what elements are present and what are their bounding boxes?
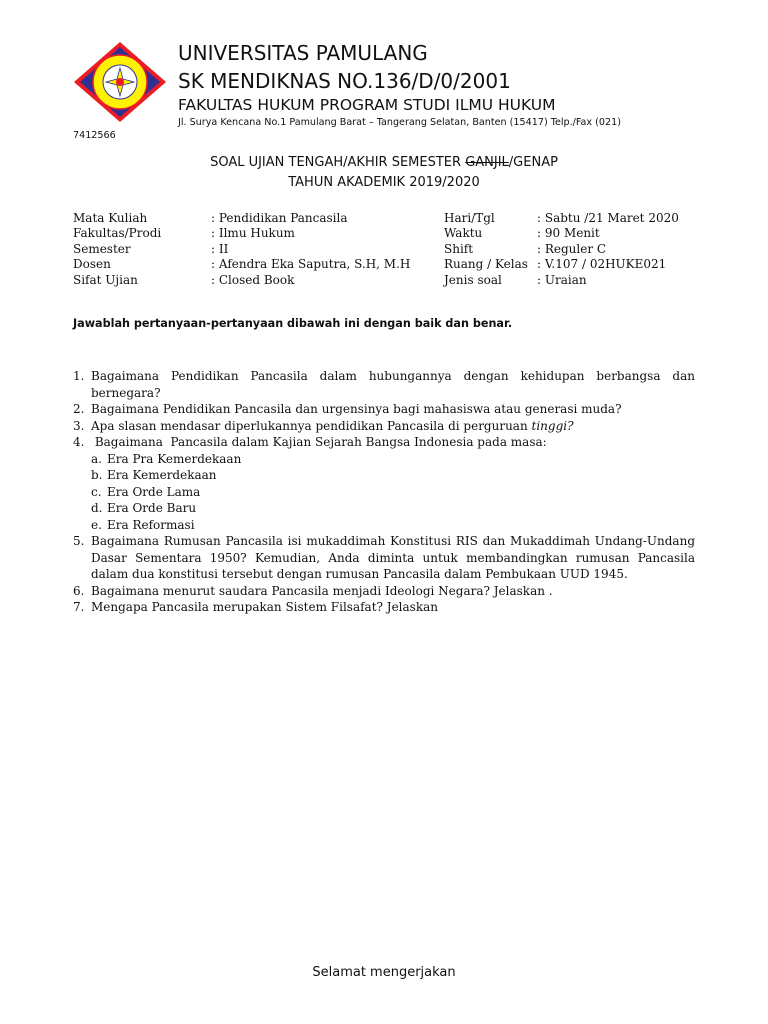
- sub-item: [73, 451, 695, 468]
- sub-text: Era Reformasi: [107, 517, 195, 532]
- closing-text: Selamat mengerjakan: [312, 965, 456, 980]
- question-item: [73, 533, 695, 583]
- info-value: : Afendra Eka Saputra, S.H, M.H: [211, 257, 411, 272]
- question-item: [73, 583, 695, 600]
- sub-item: [73, 484, 695, 501]
- exam-title: [0, 154, 768, 172]
- exam-title-suffix: /GENAP: [508, 155, 558, 170]
- sub-item: [73, 517, 695, 534]
- question-number: 1.: [73, 369, 85, 383]
- sub-letter: e.: [91, 517, 102, 532]
- info-label: Shift: [444, 241, 474, 256]
- info-label: Jenis soal: [444, 272, 502, 287]
- info-label: Semester: [73, 241, 131, 256]
- question-number: 6.: [73, 583, 85, 598]
- info-row-shift: [444, 242, 679, 257]
- exam-title-struck: GANJIL: [465, 155, 509, 170]
- info-label: Sifat Ujian: [73, 272, 138, 287]
- info-row-faculty: [73, 226, 410, 241]
- question-item: [73, 434, 695, 451]
- sub-letter: a.: [91, 451, 102, 466]
- info-value: : II: [211, 241, 229, 256]
- sub-text: Era Orde Lama: [107, 484, 201, 499]
- info-label: Fakultas/Prodi: [73, 226, 162, 241]
- info-label: Ruang / Kelas: [444, 257, 528, 272]
- question-number: 5.: [73, 534, 85, 548]
- info-label: Dosen: [73, 257, 111, 272]
- info-row-date: [444, 211, 679, 226]
- question-number: 2.: [73, 402, 85, 416]
- info-value: : Reguler C: [537, 241, 607, 256]
- question-text: Bagaimana Pendidikan Pancasila dalam hubungannya dengan kehidupan berbangsa dan bernegara?: [91, 369, 695, 400]
- question-list: [73, 368, 695, 616]
- info-value: : Closed Book: [211, 272, 295, 287]
- info-label: Waktu: [444, 226, 483, 241]
- address: Jl. Surya Kencana No.1 Pamulang Barat – Tangerang Selatan, Banten (15417) Telp./Fax (021): [178, 117, 621, 128]
- info-row-course: [73, 211, 410, 226]
- phone-number: 7412566: [73, 130, 116, 141]
- info-value: : Sabtu /21 Maret 2020: [537, 211, 679, 225]
- sub-item: [73, 500, 695, 517]
- university-logo: [73, 41, 167, 123]
- info-row-semester: [73, 242, 410, 257]
- sub-item: [73, 467, 695, 484]
- info-value: : V.107 / 02HUKE021: [537, 257, 667, 272]
- question-text: Bagaimana Pendidikan Pancasila dan urgensinya bagi mahasiswa atau generasi muda?: [91, 402, 622, 416]
- exam-info-right: [444, 211, 679, 288]
- question-item: [73, 368, 695, 401]
- info-value: : Uraian: [537, 272, 587, 287]
- question-number: 7.: [73, 600, 85, 614]
- instructions: Jawablah pertanyaan-pertanyaan dibawah ini dengan baik dan benar.: [73, 317, 513, 330]
- sk-number: SK MENDIKNAS NO.136/D/0/2001: [178, 69, 511, 93]
- question-text-italic: tinggi?: [531, 418, 574, 433]
- question-item: [73, 599, 695, 616]
- exam-title-prefix: SOAL UJIAN TENGAH/AKHIR SEMESTER: [210, 155, 466, 170]
- info-value: : 90 Menit: [537, 226, 600, 241]
- sub-letter: c.: [91, 484, 102, 499]
- question-number: 4.: [73, 435, 85, 449]
- info-label: Hari/Tgl: [444, 211, 495, 225]
- info-row-duration: [444, 226, 679, 241]
- info-row-question-type: [444, 273, 679, 288]
- question-text: Bagaimana menurut saudara Pancasila menjadi Ideologi Negara? Jelaskan .: [91, 583, 553, 598]
- info-label: Mata Kuliah: [73, 211, 148, 225]
- question-item: [73, 418, 695, 435]
- question-text: Bagaimana Pancasila dalam Kajian Sejarah Bangsa Indonesia pada masa:: [91, 435, 547, 449]
- info-row-lecturer: [73, 257, 410, 272]
- info-row-exam-type: [73, 273, 410, 288]
- academic-year: TAHUN AKADEMIK 2019/2020: [288, 175, 480, 190]
- question-text: Mengapa Pancasila merupakan Sistem Filsafat? Jelaskan: [91, 600, 438, 614]
- question-text: [91, 418, 695, 435]
- question-text-main: Apa slasan mendasar diperlukannya pendidikan Pancasila di perguruan: [91, 418, 532, 433]
- question-number: 3.: [73, 418, 85, 433]
- info-value: : Pendidikan Pancasila: [211, 211, 348, 225]
- faculty-name: FAKULTAS HUKUM PROGRAM STUDI ILMU HUKUM: [178, 96, 556, 114]
- sub-text: Era Orde Baru: [107, 501, 197, 515]
- question-text: Bagaimana Rumusan Pancasila isi mukaddimah Konstitusi RIS dan Mukaddimah Undang-Undang Dasar Sementara 1950? Kemudian, Anda diminta untuk membandingkan rumusan Pancasila dalam dua konstitusi tersebut dengan rumusan Pancasila dalam Pembukaan UUD 1945.: [91, 534, 695, 581]
- info-row-room: [444, 257, 679, 272]
- question-item: [73, 401, 695, 418]
- sub-text: Era Pra Kemerdekaan: [107, 451, 242, 466]
- university-name: UNIVERSITAS PAMULANG: [178, 41, 428, 65]
- exam-info-left: [73, 211, 410, 288]
- sub-letter: b.: [91, 468, 103, 482]
- sub-letter: d.: [91, 501, 103, 515]
- info-value: : Ilmu Hukum: [211, 226, 295, 241]
- sub-text: Era Kemerdekaan: [107, 468, 217, 482]
